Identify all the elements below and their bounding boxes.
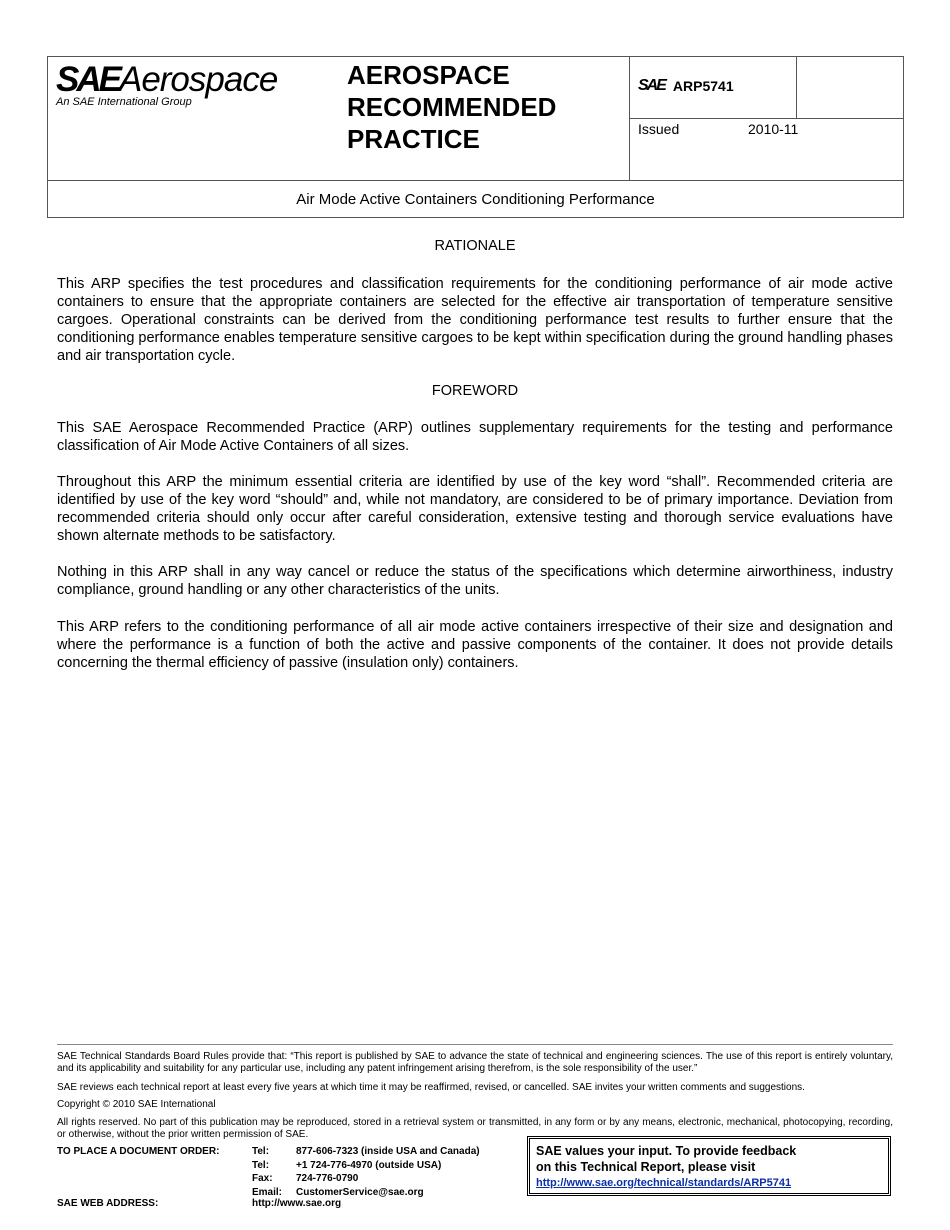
rights-text: All rights reserved. No part of this publication may be reproduced, stored in a retrieval system or transmitted, in any form or by any means, electronic, mechanical, photocopying, recording, or otherwise, without the prior written permission of SAE. [57,1117,893,1140]
contact-row [252,1145,480,1159]
sae-mini-logo: SAE [638,77,665,94]
feedback-box [527,1136,891,1196]
foreword-paragraph: Nothing in this ARP shall in any way cancel or reduce the status of the specifications which determine airworthiness, industry compliance, ground handling or any other characteristics of the units. [57,564,893,598]
feedback-text: SAE values your input. To provide feedback [536,1144,797,1158]
foreword-paragraph: This ARP refers to the conditioning performance of all air mode active containers irrespective of their size and designation and where the performance is a function of both the active and passive components of the container. It does not provide details concerning the thermal efficiency of passive (insulation only) containers. [57,619,893,671]
contact-row [252,1159,480,1173]
foreword-paragraph: Throughout this ARP the minimum essential criteria are identified by use of the key word “shall”. Recommended criteria are identified by use of the key word “should” and, while not mandatory, are considered to be of primary importance. Deviation from recommended criteria should only occur after careful consideration, extensive testing and thorough service evaluations have shown alternate methods to be satisfactory. [57,474,893,544]
contact-value[interactable]: CustomerService@sae.org [296,1186,424,1198]
header-divider [48,180,903,181]
foreword-paragraph: This SAE Aerospace Recommended Practice (ARP) outlines supplementary requirements for the testing and performance classification of Air Mode Active Containers of all sizes. [57,420,893,454]
feedback-text: on this Technical Report, please visit [536,1160,756,1174]
document-type-title [347,59,556,155]
copyright-text: Copyright © 2010 SAE International [57,1099,216,1110]
title-line: PRACTICE [347,124,480,154]
header-divider [796,57,797,118]
issued-label: Issued [638,121,680,137]
standards-rules-text: SAE Technical Standards Board Rules provide that: “This report is published by SAE to advance the state of technical and engineering sciences. The use of this report is entirely voluntary, and its applicability and suitability for any particular use, including any patent infringement arising therefrom, is the sole responsibility of the user.” [57,1051,893,1074]
logo-brand: SAE [56,60,119,99]
feedback-link[interactable]: http://www.sae.org/technical/standards/ARP5741 [536,1177,792,1189]
foreword-heading: FOREWORD [431,383,519,399]
contact-value[interactable]: 877-606-7323 (inside USA and Canada) [296,1146,480,1157]
document-number: ARP5741 [672,78,734,94]
rationale-heading: RATIONALE [434,238,516,254]
document-header [47,56,904,218]
web-address-link[interactable]: http://www.sae.org [252,1198,342,1209]
order-contacts [252,1145,480,1199]
contact-label: Tel: [252,1159,270,1171]
order-label: TO PLACE A DOCUMENT ORDER: [57,1146,220,1157]
title-line: RECOMMENDED [347,92,557,122]
sae-aerospace-logo [56,61,277,108]
issued-date: 2010-11 [748,121,799,137]
rationale-paragraph: This ARP specifies the test procedures and classification requirements for the conditioning performance of air mode active containers to ensure that the appropriate containers are selected for the effective air transportation of temperature sensitive cargoes. Operational constraints can be derived from the conditioning performance test results to further ensure that the conditioning performance enables temperature sensitive cargoes to be kept within specification during the ground handling phases and air transportation cycle. [57,276,893,364]
contact-label: Email: [252,1186,283,1198]
contact-label: Fax: [252,1173,273,1184]
header-divider [629,118,903,119]
footer-rule [57,1044,893,1045]
document-title: Air Mode Active Containers Conditioning Performance [296,191,655,208]
contact-value: 724-776-0790 [296,1173,359,1184]
web-address-label: SAE WEB ADDRESS: [57,1198,159,1209]
contact-label: Tel: [252,1146,270,1157]
title-line: AEROSPACE [347,60,510,90]
review-text: SAE reviews each technical report at least every five years at which time it may be reaffirmed, revised, or cancelled. SAE invites your written comments and suggestions. [57,1082,805,1093]
contact-value[interactable]: +1 724-776-4970 (outside USA) [296,1159,442,1171]
logo-tagline: An SAE International Group [56,96,192,108]
logo-product: Aerospace [118,60,278,99]
contact-row [252,1172,480,1186]
document-number-cell [638,77,734,95]
